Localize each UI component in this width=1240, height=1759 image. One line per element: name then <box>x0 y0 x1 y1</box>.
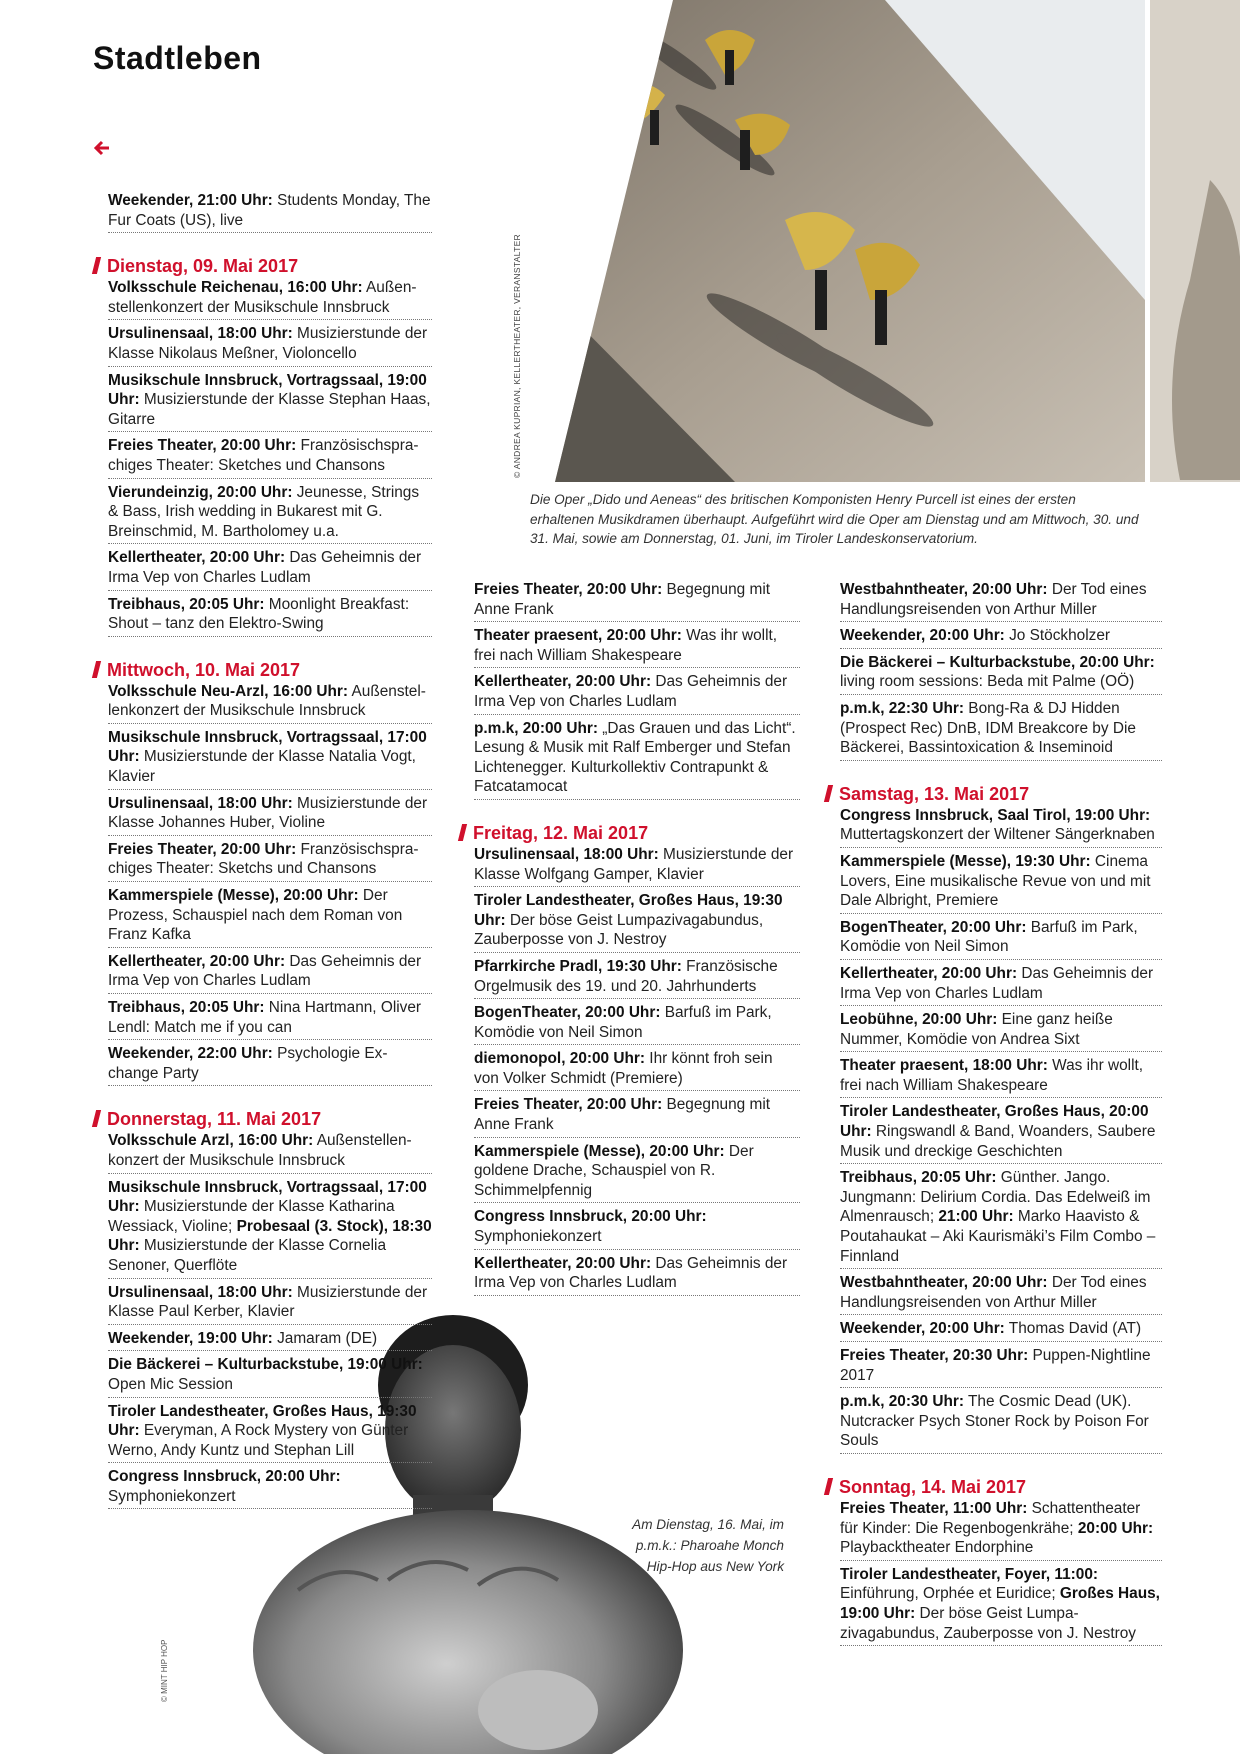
event-venue-time: Ursulinensaal, 18:00 Uhr: <box>108 794 293 812</box>
event-entry <box>840 580 1162 622</box>
event-entry <box>108 436 432 478</box>
event-description: Der Tod eines Handlungsreisenden von Arthur Miller <box>840 581 1147 618</box>
event-venue-time: Weekender, 20:00 Uhr: <box>840 627 1005 645</box>
event-venue-time: Leobühne, 20:00 Uhr: <box>840 1011 998 1029</box>
day-marker-icon <box>92 661 101 678</box>
day-marker-icon <box>92 1110 101 1127</box>
event-entry <box>840 1499 1162 1561</box>
event-venue-time: Ursulinensaal, 18:00 Uhr: <box>474 845 659 863</box>
event-entry <box>474 957 800 999</box>
event-venue-time: Weekender, 21:00 Uhr: <box>108 192 273 209</box>
event-venue-time: Die Bäckerei – Kulturbackstube, 20:00 Uhr: <box>840 653 1155 671</box>
event-entry <box>108 1283 432 1325</box>
event-description: Musizierstunde der Klasse Wolfgang Gamper, Klavier <box>474 845 794 883</box>
event-description: Der Prozess, Schauspiel nach dem Roman von Franz Kafka <box>108 887 403 944</box>
event-entry <box>840 1565 1162 1646</box>
event-description: Ihr könnt froh sein von Volker Schmidt (Premiere) <box>474 1050 773 1087</box>
event-venue-time: Congress Innsbruck, Saal Tirol, 19:00 Uhr: <box>840 806 1151 824</box>
event-entry <box>840 1102 1162 1164</box>
event-description: Musizierstunde der Klasse Paul Kerber, Klavier <box>108 1283 428 1321</box>
event-entry <box>474 845 800 887</box>
event-description: Der böse Geist Lumpazivagabundus, Zauberposse von J. Nestroy <box>474 911 764 949</box>
event-entry <box>108 1178 432 1279</box>
event-column-3 <box>840 580 1162 1650</box>
event-entry <box>840 1392 1162 1454</box>
event-entry <box>840 626 1162 649</box>
event-description: Muttertagskonzert der Wiltener Sängerknaben <box>840 826 1155 844</box>
event-entry <box>840 964 1162 1006</box>
event-description: Günther. Jango. Jungmann: Delirium Cordia. Das Edelweiß im Almenrausch; <box>840 1169 1151 1226</box>
event-venue-time: diemonopol, 20:00 Uhr: <box>474 1050 646 1068</box>
event-venue-time: BogenTheater, 20:00 Uhr: <box>840 918 1027 936</box>
event-description: Der goldene Drache, Schauspiel von R. Schimmelpfennig <box>474 1142 754 1199</box>
event-description: Jamaram (DE) <box>272 1329 378 1347</box>
event-entry <box>108 886 432 948</box>
event-entry <box>840 653 1162 695</box>
event-entry <box>108 952 432 994</box>
event-entry <box>108 191 432 233</box>
event-description: Thomas David (AT) <box>1004 1320 1142 1338</box>
event-description: Französischsprachiges Theater: Sketchs und Chansons <box>108 840 419 878</box>
event-venue-time: Ursulinensaal, 18:00 Uhr: <box>108 1283 293 1301</box>
day-heading-label: Samstag, 13. Mai 2017 <box>839 783 1030 804</box>
event-entry <box>108 371 432 433</box>
day-marker-icon <box>824 1478 833 1495</box>
event-venue-time: Kammerspiele (Messe), 19:30 Uhr: <box>840 852 1091 870</box>
event-description: Außenstellenkonzert der Musikschule Innsbruck <box>108 1132 412 1169</box>
event-venue-time: Probesaal (3. Stock), 18:30 Uhr: <box>108 1217 432 1255</box>
event-venue-time: Kellertheater, 20:00 Uhr: <box>108 952 286 970</box>
event-entry <box>840 1010 1162 1052</box>
event-entry <box>474 1003 800 1045</box>
event-description: The Cosmic Dead (UK). Nutcracker Psych Stoner Rock by Poison For Souls <box>840 1393 1149 1450</box>
event-venue-time: Congress Innsbruck, 20:00 Uhr: <box>474 1208 707 1226</box>
event-description: Everyman, A Rock Mystery von Günter Werno, Andy Kuntz und Stephan Lill <box>108 1422 409 1459</box>
event-description: Musizierstunde der Klasse Nikolaus Meßner, Violoncello <box>108 325 428 362</box>
event-entry <box>840 1056 1162 1098</box>
event-description: Musizierstunde der Klasse Katharina Wessiack, Violine; <box>108 1198 395 1235</box>
event-venue-time: 20:00 Uhr: <box>1077 1519 1154 1537</box>
event-description: Begegnung mit Anne Frank <box>474 581 771 618</box>
event-venue-time: Congress Innsbruck, 20:00 Uhr: <box>108 1468 341 1486</box>
day-heading-label: Mittwoch, 10. Mai 2017 <box>107 659 301 680</box>
event-entry <box>474 580 800 622</box>
event-description: Das Geheimnis der Irma Vep von Charles Ludlam <box>108 549 422 586</box>
event-description: Musizierstunde der Klasse Cornelia Senoner, Querflöte <box>108 1237 387 1274</box>
event-description: Symphoniekonzert <box>108 1487 236 1505</box>
event-description: Das Geheimnis der Irma Vep von Charles Ludlam <box>474 673 788 710</box>
event-venue-time: Weekender, 19:00 Uhr: <box>108 1329 273 1347</box>
event-description: Der Tod eines Handlungsreisenden von Arthur Miller <box>840 1274 1147 1311</box>
event-description: „Das Grauen und das Licht“. Lesung & Musik mit Ralf Emberger und Stefan Lichtenegger. Kulturkollektiv Contrapunkt & Fatcatamocat <box>474 719 796 796</box>
event-description: Jeunesse, Strings & Bass, Irish wedding in Bukarest mit G. Breinschmid, M. Bartholomey u.a. <box>108 483 420 540</box>
event-entry <box>108 548 432 590</box>
event-description: Playbacktheater Endorphine <box>840 1539 1034 1557</box>
event-venue-time: Vierundeinzig, 20:00 Uhr: <box>108 483 293 501</box>
event-venue-time: Musikschule Innsbruck, Vortragssaal, 19:00 Uhr: <box>108 371 427 409</box>
day-heading <box>826 783 1162 805</box>
event-venue-time: Kellertheater, 20:00 Uhr: <box>108 549 286 567</box>
event-entry <box>108 1355 432 1397</box>
event-venue-time: Ursulinensaal, 18:00 Uhr: <box>108 325 293 343</box>
event-description: Jo Stöckholzer <box>1004 627 1111 645</box>
photo-credit-top: © ANDREA KUPRIAN, KELLERTHEATER, VERANSTALTER <box>512 234 522 478</box>
event-entry <box>840 918 1162 960</box>
event-entry <box>108 1044 432 1086</box>
event-description: Cinema Lovers, Eine musikalische Revue von und mit Dale Albright, Premiere <box>840 852 1151 910</box>
event-description: Französische Orgelmusik des 19. und 20. Jahrhunderts <box>474 957 778 995</box>
event-venue-time: Großes Haus, 19:00 Uhr: <box>840 1585 1160 1622</box>
event-entry <box>840 1168 1162 1269</box>
caption-line: Am Dienstag, 16. Mai, im <box>632 1517 784 1532</box>
event-entry <box>108 998 432 1040</box>
event-entry <box>108 682 432 724</box>
event-venue-time: Tiroler Landestheater, Foyer, 11:00: <box>840 1565 1099 1583</box>
event-venue-time: Musikschule Innsbruck, Vortragssaal, 17:00 Uhr: <box>108 728 427 766</box>
event-venue-time: Theater praesent, 18:00 Uhr: <box>840 1057 1048 1075</box>
arrow-left-icon[interactable] <box>94 140 112 156</box>
event-venue-time: Kammerspiele (Messe), 20:00 Uhr: <box>474 1142 725 1160</box>
event-venue-time: Theater praesent, 20:00 Uhr: <box>474 627 682 645</box>
event-entry <box>108 840 432 882</box>
day-heading-label: Freitag, 12. Mai 2017 <box>473 822 649 843</box>
event-description: Ringswandl & Band, Woanders, Saubere Musik und dreckige Geschichten <box>840 1123 1156 1160</box>
event-description: Open Mic Session <box>108 1375 233 1393</box>
event-entry <box>474 1207 800 1249</box>
event-venue-time: p.m.k, 20:30 Uhr: <box>840 1393 965 1411</box>
event-venue-time: Tiroler Landestheater, Großes Haus, 20:00 Uhr: <box>840 1103 1149 1141</box>
event-entry <box>840 806 1162 848</box>
event-description: Musizierstunde der Klasse Natalia Vogt, Klavier <box>108 748 416 786</box>
day-heading <box>94 659 432 681</box>
event-description: Symphoniekonzert <box>474 1228 602 1246</box>
event-venue-time: Westbahntheater, 20:00 Uhr: <box>840 581 1048 598</box>
day-marker-icon <box>824 785 833 802</box>
event-description: living room sessions: Beda mit Palme (OÖ) <box>840 673 1135 691</box>
event-description: Das Geheimnis der Irma Vep von Charles Ludlam <box>840 964 1154 1002</box>
event-venue-time: p.m.k, 20:00 Uhr: <box>474 719 599 737</box>
event-description: Bong-Ra & DJ Hidden (Prospect Rec) DnB, IDM Breakcore by Die Bäckerei, Bassintoxication & Inseminoid <box>840 699 1136 757</box>
side-photo <box>1150 0 1240 482</box>
event-entry <box>108 1131 432 1173</box>
caption-line: Hip-Hop aus New York <box>646 1559 784 1574</box>
event-entry <box>108 1402 432 1464</box>
event-entry <box>108 1467 432 1509</box>
event-venue-time: Freies Theater, 20:30 Uhr: <box>840 1347 1029 1364</box>
event-description: Außenstellenkonzert der Musikschule Innsbruck <box>108 682 426 720</box>
event-venue-time: Freies Theater, 20:00 Uhr: <box>474 581 663 598</box>
day-heading <box>826 1476 1162 1498</box>
event-venue-time: Freies Theater, 20:00 Uhr: <box>108 437 297 455</box>
event-venue-time: Tiroler Landestheater, Großes Haus, 19:30 Uhr: <box>474 892 783 929</box>
event-entry <box>108 794 432 836</box>
event-description: Students Monday, The Fur Coats (US), live <box>108 192 431 229</box>
event-venue-time: Weekender, 20:00 Uhr: <box>840 1320 1005 1338</box>
day-heading <box>94 255 432 277</box>
event-entry <box>474 719 800 800</box>
event-venue-time: Weekender, 22:00 Uhr: <box>108 1045 273 1063</box>
day-heading <box>94 1108 432 1130</box>
event-description: Marko Haavisto & Poutahaukat – Aki Kaurismäki’s Film Combo – Finnland <box>840 1208 1156 1265</box>
photo-caption-bottom <box>560 1514 784 1577</box>
day-heading-label: Sonntag, 14. Mai 2017 <box>839 1476 1027 1497</box>
event-venue-time: Treibhaus, 20:05 Uhr: <box>108 999 265 1016</box>
event-entry <box>474 672 800 714</box>
event-description: Was ihr wollt, frei nach William Shakespeare <box>474 627 778 664</box>
event-entry <box>108 324 432 366</box>
event-venue-time: p.m.k, 22:30 Uhr: <box>840 699 965 717</box>
day-heading-label: Donnerstag, 11. Mai 2017 <box>107 1109 322 1130</box>
event-description: Begegnung mit Anne Frank <box>474 1096 771 1134</box>
event-description: Schattentheater für Kinder: Die Regenbogenkrähe; <box>840 1499 1141 1537</box>
opera-photo <box>555 0 1145 482</box>
event-entry <box>108 483 432 545</box>
event-entry <box>840 852 1162 914</box>
event-entry <box>474 626 800 668</box>
event-venue-time: Treibhaus, 20:05 Uhr: <box>108 595 265 613</box>
event-entry <box>108 278 432 320</box>
event-venue-time: Freies Theater, 20:00 Uhr: <box>474 1096 663 1114</box>
event-description: Musizierstunde der Klasse Stephan Haas, Gitarre <box>108 391 431 428</box>
event-description: Der böse Geist Lumpazivagabundus, Zauberposse von J. Nestroy <box>840 1604 1137 1642</box>
event-venue-time: 21:00 Uhr: <box>938 1208 1014 1226</box>
event-venue-time: BogenTheater, 20:00 Uhr: <box>474 1004 661 1022</box>
event-venue-time: Volksschule Reichenau, 16:00 Uhr: <box>108 279 363 297</box>
event-column-2 <box>474 580 800 1300</box>
event-description: Außenstellenkonzert der Musikschule Innsbruck <box>108 279 417 316</box>
event-description: Was ihr wollt, frei nach William Shakespeare <box>840 1057 1144 1094</box>
event-description: Psychologie Exchange Party <box>108 1045 388 1082</box>
event-description: Barfuß im Park, Komödie von Neil Simon <box>474 1004 772 1041</box>
event-entry <box>108 1329 432 1352</box>
event-entry <box>840 1273 1162 1315</box>
event-venue-time: Pfarrkirche Pradl, 19:30 Uhr: <box>474 957 682 975</box>
event-venue-time: Volksschule Arzl, 16:00 Uhr: <box>108 1132 314 1150</box>
event-entry <box>474 1254 800 1296</box>
day-marker-icon <box>458 824 467 841</box>
event-venue-time: Freies Theater, 20:00 Uhr: <box>108 840 297 858</box>
event-entry <box>840 699 1162 761</box>
event-description: Nina Hartmann, Oliver Lendl: Match me if you can <box>108 999 422 1036</box>
event-venue-time: Musikschule Innsbruck, Vortragssaal, 17:00 Uhr: <box>108 1178 427 1216</box>
event-description: Das Geheimnis der Irma Vep von Charles Ludlam <box>108 952 422 990</box>
event-entry <box>474 891 800 953</box>
day-heading-label: Dienstag, 09. Mai 2017 <box>107 256 299 277</box>
event-entry <box>474 1142 800 1204</box>
event-description: Puppen-Nightline 2017 <box>840 1347 1151 1384</box>
event-venue-time: Treibhaus, 20:05 Uhr: <box>840 1169 997 1187</box>
event-venue-time: Kellertheater, 20:00 Uhr: <box>840 964 1018 982</box>
event-entry <box>108 595 432 637</box>
event-venue-time: Freies Theater, 11:00 Uhr: <box>840 1499 1028 1517</box>
event-venue-time: Kellertheater, 20:00 Uhr: <box>474 673 652 691</box>
event-description: Moonlight Breakfast: Shout – tanz den Elektro-Swing <box>108 595 410 633</box>
event-description: Eine ganz heiße Nummer, Komödie von Andrea Sixt <box>840 1011 1113 1048</box>
event-venue-time: Die Bäckerei – Kulturbackstube, 19:00 Uhr: <box>108 1356 423 1374</box>
event-venue-time: Kellertheater, 20:00 Uhr: <box>474 1254 652 1272</box>
event-column-1 <box>108 191 432 1513</box>
photo-caption-top: Die Oper „Dido und Aeneas“ des britischen Komponisten Henry Purcell ist eines der ersten erhaltenen Musikdramen überhaupt. Aufgeführt wird die Oper am Dienstag und am Mittwoch, 30. und 31. Mai, sowie am Donnerstag, 01. Juni, im Tiroler Landeskonservatorium. <box>530 492 1139 547</box>
event-description: Das Geheimnis der Irma Vep von Charles Ludlam <box>474 1254 788 1292</box>
day-marker-icon <box>92 257 101 274</box>
event-description: Musizierstunde der Klasse Johannes Huber, Violine <box>108 794 428 832</box>
event-description: Barfuß im Park, Komödie von Neil Simon <box>840 918 1138 956</box>
page-title: Stadtleben <box>93 40 262 76</box>
event-venue-time: Volksschule Neu-Arzl, 16:00 Uhr: <box>108 682 349 700</box>
event-description: Einführung, Orphée et Euridice; <box>840 1585 1060 1603</box>
event-venue-time: Kammerspiele (Messe), 20:00 Uhr: <box>108 887 359 905</box>
photo-credit-bottom: © MINT HIP HOP <box>160 1639 169 1702</box>
day-heading <box>460 822 800 844</box>
event-entry <box>474 1095 800 1137</box>
event-entry <box>840 1346 1162 1388</box>
event-venue-time: Westbahntheater, 20:00 Uhr: <box>840 1274 1048 1292</box>
event-description: Französischsprachiges Theater: Sketches und Chansons <box>108 437 419 474</box>
event-entry <box>840 1319 1162 1342</box>
event-entry <box>108 728 432 790</box>
event-entry <box>474 1049 800 1091</box>
event-venue-time: Tiroler Landestheater, Großes Haus, 19:30 Uhr: <box>108 1402 417 1440</box>
caption-line: p.m.k.: Pharoahe Monch <box>635 1538 784 1553</box>
